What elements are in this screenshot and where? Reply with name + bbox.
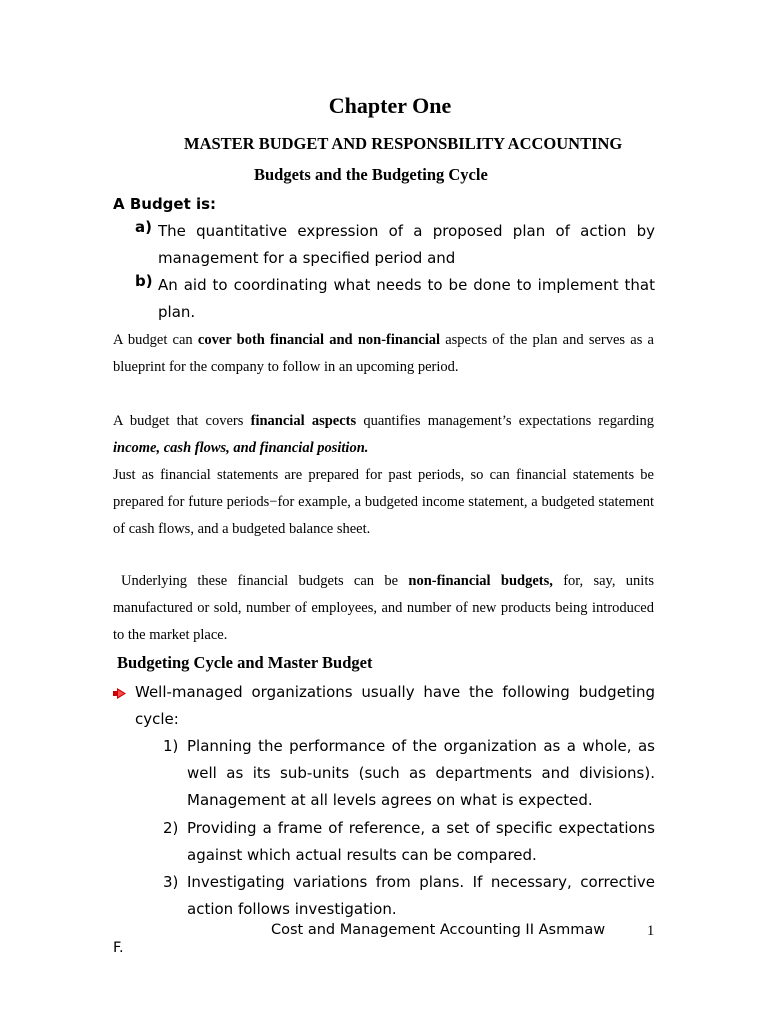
definition-heading: A Budget is: — [113, 195, 217, 213]
cycle-step-2 — [163, 815, 655, 869]
paragraph-financial-statements: Just as financial statements are prepared for past periods, so can financial statements be prepared for future periods−for example, a budgeted income statement, a budgeted statement of cash flows, and a budgeted balance sheet. — [113, 467, 654, 537]
step-text: Planning the performance of the organization as a whole, as well as its sub-units (such as departments and divisions). Management at all levels agrees on what is expected. — [187, 737, 655, 809]
step-number: 2) — [163, 819, 179, 837]
list-marker: b) — [135, 272, 153, 290]
text-run: A budget that covers — [113, 413, 251, 429]
section-subtitle: Budgets and the Budgeting Cycle — [254, 165, 488, 184]
main-title: MASTER BUDGET AND RESPONSBILITY ACCOUNTING — [184, 134, 623, 153]
text-run: A budget can — [113, 332, 198, 348]
bold-italic-text: income, cash flows, and financial position. — [113, 440, 369, 456]
red-arrow-bullet-icon — [113, 688, 126, 699]
footer-author-tail: F. — [113, 940, 124, 956]
bold-text: cover both financial and non-financial — [197, 332, 441, 348]
step-text: Providing a frame of reference, a set of specific expectations against which actual results can be compared. — [187, 819, 655, 864]
paragraph-financial-aspects — [113, 408, 654, 462]
paragraph-non-financial-budgets — [113, 568, 654, 649]
text-run: quantifies management’s expectations regarding — [356, 413, 654, 429]
step-number: 1) — [163, 737, 179, 755]
text-run: Underlying these financial budgets can be — [121, 573, 409, 589]
section-heading: Budgeting Cycle and Master Budget — [117, 653, 373, 672]
definition-item-b — [135, 272, 655, 326]
paragraph-budget-coverage — [113, 327, 654, 381]
page-number: 1 — [647, 923, 655, 939]
cycle-step-1 — [163, 733, 655, 814]
bold-text: non-financial budgets, — [408, 573, 553, 589]
list-item-text: An aid to coordinating what needs to be done to implement that plan. — [158, 276, 655, 321]
footer-text: Cost and Management Accounting II Asmmaw — [271, 922, 606, 938]
list-marker: a) — [135, 218, 152, 236]
chapter-title: Chapter One — [328, 93, 452, 118]
bullet-text: Well-managed organizations usually have the following budgeting cycle: — [135, 683, 655, 728]
definition-item-a — [135, 218, 655, 272]
bold-text: financial aspects — [250, 413, 357, 429]
text-run: aspects of the plan and serves as a blueprint for the company to follow in an upcoming period. — [113, 332, 654, 375]
cycle-step-3 — [163, 869, 655, 923]
list-item-text: The quantitative expression of a proposed plan of action by management for a specified period and — [158, 222, 655, 267]
step-text: Investigating variations from plans. If necessary, corrective action follows investigation. — [187, 873, 655, 918]
text-run: for, say, units manufactured or sold, number of employees, and number of new products being introduced to the market place. — [113, 573, 654, 643]
step-number: 3) — [163, 873, 179, 891]
